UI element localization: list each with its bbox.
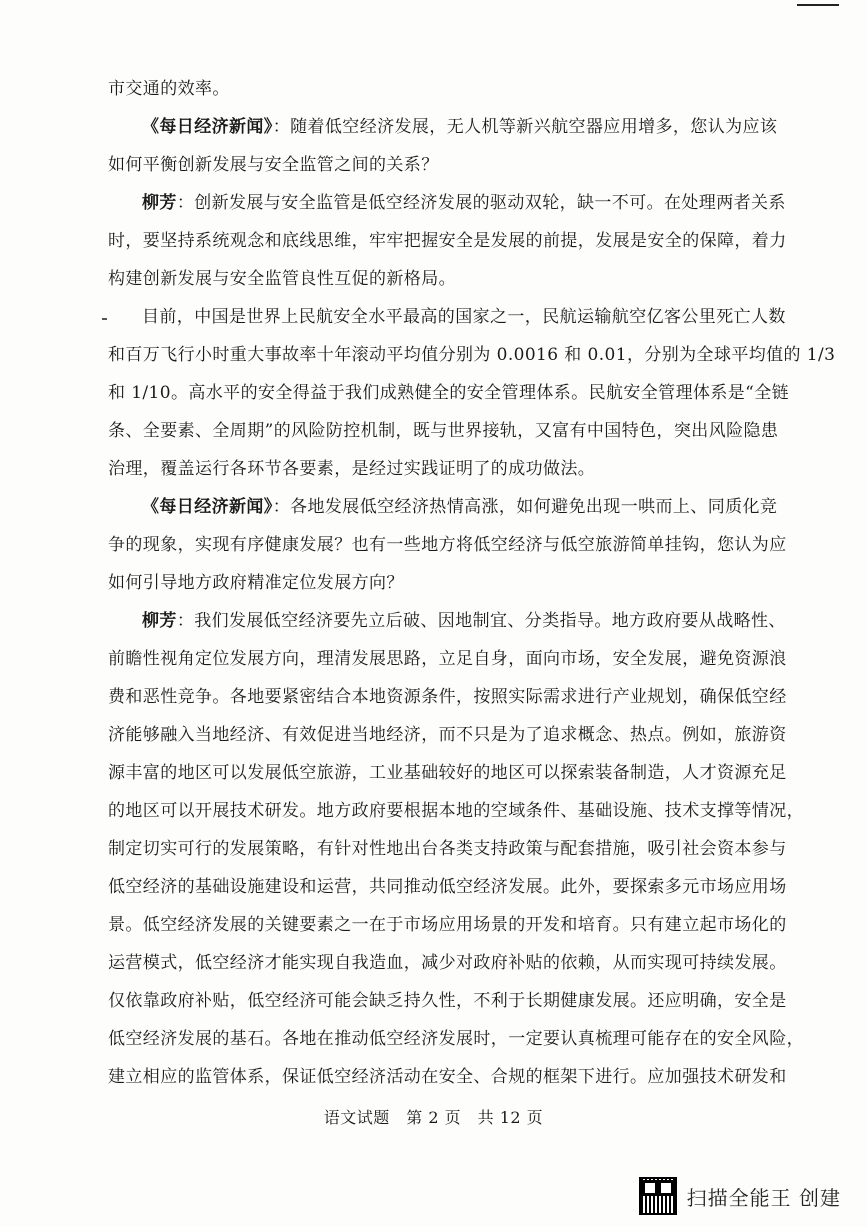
text-line bbox=[108, 184, 786, 222]
text-line bbox=[108, 298, 786, 336]
text-line bbox=[108, 716, 787, 754]
text-line bbox=[108, 412, 779, 450]
line-text: 争的现象，实现有序健康发展？也有一些地方将低空经济与低空旅游简单挂钩，您认为应 bbox=[108, 535, 787, 555]
text-line bbox=[108, 450, 748, 488]
line-text: 如何引导地方政府精准定位发展方向？ bbox=[108, 573, 404, 593]
text-line bbox=[108, 488, 778, 526]
scan-edge-mark bbox=[797, 4, 839, 6]
line-text: ：我们发展低空经济要先立后破、因地制宜、分类指导。地方政府要从战略性、 bbox=[176, 611, 786, 631]
line-text: 仅依靠政府补贴，低空经济可能会缺乏持久性，不利于长期健康发展。还应明确，安全是 bbox=[108, 991, 787, 1011]
speaker-label: 柳芳 bbox=[142, 193, 177, 213]
text-line bbox=[108, 1020, 804, 1058]
line-text: 济能够融入当地经济、有效促进当地经济，而不只是为了追求概念、热点。例如，旅游资 bbox=[108, 725, 787, 745]
text-line bbox=[108, 108, 778, 146]
text-line bbox=[108, 602, 786, 640]
text-line bbox=[108, 526, 787, 564]
speaker-label: 《每日经济新闻》 bbox=[142, 117, 273, 137]
line-text: 建立相应的监管体系，保证低空经济活动在安全、合规的框架下进行。应加强技术研发和 bbox=[108, 1067, 787, 1087]
text-line bbox=[108, 374, 790, 412]
line-text: ：随着低空经济发展，无人机等新兴航空器应用增多，您认为应该 bbox=[272, 117, 778, 137]
line-text: 的地区可以开展技术研发。地方政府要根据本地的空域条件、基础设施、技术支撑等情况， bbox=[108, 801, 804, 821]
scanner-watermark bbox=[639, 1176, 841, 1216]
line-text: 景。低空经济发展的关键要素之一在于市场应用场景的开发和培育。只有建立起市场化的 bbox=[108, 915, 787, 935]
line-text: 运营模式，低空经济才能实现自我造血，减少对政府补贴的依赖，从而实现可持续发展。 bbox=[108, 953, 787, 973]
line-text: 和 1/10。高水平的安全得益于我们成熟健全的安全管理体系。民航安全管理体系是“全链 bbox=[108, 383, 790, 403]
text-line bbox=[108, 906, 787, 944]
line-text: 费和恶性竞争。各地要紧密结合本地资源条件，按照实际需求进行产业规划，确保低空经 bbox=[108, 687, 787, 707]
line-text: 时，要坚持系统观念和底线思维，牢牢把握安全是发展的前提，发展是安全的保障，着力 bbox=[108, 231, 787, 251]
text-line bbox=[108, 640, 787, 678]
line-text: ：各地发展低空经济热情高涨，如何避免出现一哄而上、同质化竞 bbox=[272, 497, 778, 517]
text-line bbox=[108, 754, 787, 792]
text-line bbox=[108, 678, 787, 716]
article-body bbox=[108, 70, 836, 1096]
text-line bbox=[108, 564, 748, 602]
watermark-label: 扫描全能王 创建 bbox=[686, 1185, 841, 1210]
line-text: 低空经济的基础设施建设和运营，共同推动低空经济发展。此外，要探索多元市场应用场 bbox=[108, 877, 787, 897]
line-text: 如何平衡创新发展与安全监管之间的关系？ bbox=[108, 155, 439, 175]
line-text: 源丰富的地区可以发展低空旅游，工业基础较好的地区可以探索装备制造，人才资源充足 bbox=[108, 763, 787, 783]
text-line bbox=[108, 792, 804, 830]
line-text: 目前，中国是世界上民航安全水平最高的国家之一，民航运输航空亿客公里死亡人数 bbox=[142, 307, 786, 327]
scan-artifact bbox=[102, 318, 107, 320]
line-text: 制定切实可行的发展策略，有针对性地出台各类支持政策与配套措施，吸引社会资本参与 bbox=[108, 839, 787, 859]
qr-code-icon bbox=[639, 1177, 677, 1215]
line-text: 构建创新发展与安全监管良性互促的新格局。 bbox=[108, 269, 456, 289]
speaker-label: 《每日经济新闻》 bbox=[142, 497, 273, 517]
text-line bbox=[108, 830, 787, 868]
text-line bbox=[108, 336, 836, 374]
text-line bbox=[108, 222, 787, 260]
line-text: 条、全要素、全周期”的风险防控机制，既与世界接轨，又富有中国特色，突出风险隐患 bbox=[108, 421, 779, 441]
line-text: ：创新发展与安全监管是低空经济发展的驱动双轮，缺一不可。在处理两者关系 bbox=[176, 193, 786, 213]
text-line bbox=[108, 944, 787, 982]
page-footer: 语文试题 第 2 页 共 12 页 bbox=[323, 1108, 544, 1127]
text-line bbox=[108, 70, 748, 108]
text-line bbox=[108, 982, 787, 1020]
line-text: 低空经济发展的基石。各地在推动低空经济发展时，一定要认真梳理可能存在的安全风险， bbox=[108, 1029, 804, 1049]
line-text: 前瞻性视角定位发展方向，理清发展思路，立足自身，面向市场，安全发展，避免资源浪 bbox=[108, 649, 787, 669]
speaker-label: 柳芳 bbox=[142, 611, 177, 631]
text-line bbox=[108, 868, 787, 906]
text-line bbox=[108, 260, 748, 298]
line-text: 市交通的效率。 bbox=[108, 79, 230, 99]
line-text: 和百万飞行小时重大事故率十年滚动平均值分别为 0.0016 和 0.01，分别为全球平均值的 1/3 bbox=[108, 345, 836, 365]
text-line bbox=[108, 1058, 787, 1096]
text-line bbox=[108, 146, 748, 184]
line-text: 治理，覆盖运行各环节各要素，是经过实践证明了的成功做法。 bbox=[108, 459, 596, 479]
